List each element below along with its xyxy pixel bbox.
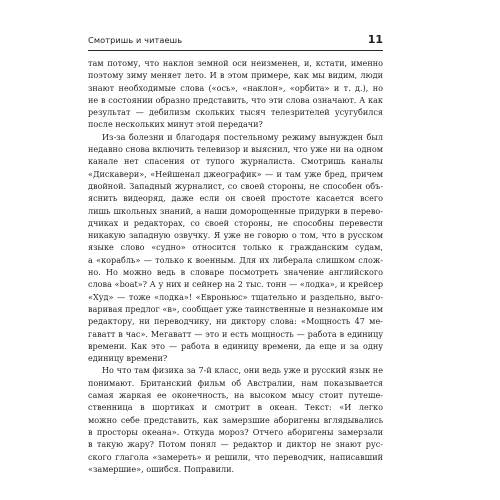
text-line: в такую жару? Потом понял — редактор и диктор не знают рус-: [88, 439, 383, 450]
text-line: дчиках и редакторах, со своей стороны, не способны перевести: [88, 217, 383, 228]
text-line: яснить видеоряд, даже если он своей простоте касается всего: [88, 193, 383, 204]
section-title: Смотришь и читаешь: [88, 35, 183, 45]
paragraph-2: [88, 131, 383, 365]
text-line: Но что там физика за 7-й класс, они ведь уже и русский язык не: [102, 365, 383, 376]
text-line: гаватт в час». Мегаватт — это и есть мощность — работа в единицу: [88, 328, 383, 339]
paragraph-3: [88, 364, 383, 475]
text-line: можно себе представить, как замерзшие аборигены вглядывались: [88, 414, 383, 425]
text-line: варивая предлог «в», сообщает уже таинственные и незнакомые им: [88, 303, 383, 314]
text-line: слова «boat»? А у них и сейнер на 2 тыс. тонн — «лодка», и крейсер: [88, 279, 383, 290]
text-line: «Дискавери», «Нейшенал джеографик» — и там уже бред, причем: [88, 168, 383, 179]
running-head: [88, 34, 383, 50]
text-line: канале нет спасения от тупого журналиста. Смотришь каналы: [88, 156, 383, 167]
text-line: ского глагола «замереть» и решили, что переводчик, написавший: [88, 451, 383, 462]
text-line: времени. Как это — работа в единицу времени, да еще и за одну: [88, 340, 383, 351]
text-line: языке слово «судно» относится только к гражданским судам,: [88, 242, 383, 253]
text-line: самая жаркая ее оконечность, на высоком мысу стоит путеше-: [88, 390, 383, 401]
text-line: недавно снова включить телевизор и выяснил, что уже ни на одном: [88, 144, 383, 155]
text-line: «замершие», ошибся. Поправили.: [88, 463, 235, 474]
header-divider: [88, 50, 383, 51]
text-line: двойной. Западный журналист, со своей стороны, не способен объ-: [88, 180, 383, 191]
text-line: понимают. Британский фильм об Австралии, нам показывается: [88, 377, 383, 388]
text-line: но. Но можно ведь в словаре посмотреть значение английского: [88, 267, 383, 278]
page-number: 11: [367, 33, 383, 46]
text-line: знают необходимые слова («ось», «наклон», «орбита» и т. д.), но: [88, 82, 383, 93]
text-line: поэтому зиму меняет лето. И в этом примере, как мы видим, люди: [88, 70, 383, 81]
paragraph-1: [88, 57, 383, 131]
text-line: никакую западную озвучку. Я уже не говорю о том, что в русском: [88, 230, 383, 241]
text-line: в просторы океана». Откуда мороз? Отчего аборигены замерзали: [88, 426, 383, 437]
body-text: [88, 57, 383, 475]
text-line: редактору, ни переводчику, ни диктору слова: «Мощность 47 ме-: [88, 316, 383, 327]
text-line: там потому, что наклон земной оси неизменен, и, кстати, именно: [88, 58, 383, 68]
text-line: ственница в шортиках и смотрит в океан. Текст: «И легко: [88, 402, 383, 413]
text-line: не в состоянии образно представить, что эти слова означают. А как: [88, 94, 383, 105]
text-line: результат — дебилизм скольких тысяч телезрителей усугубился: [88, 107, 383, 118]
text-line: единицу времени?: [88, 353, 168, 364]
text-line: лишь школьных знаний, а наши доморощенные придурки в перево-: [88, 205, 383, 216]
text-line: после нескольких минут этой передачи?: [88, 119, 263, 130]
text-line: а «корабль» — только к военным. Для их либерала слишком слож-: [88, 254, 383, 265]
text-line: «Худ» — тоже «лодка»! «Евроньюс» тщательно и раздельно, выго-: [88, 291, 383, 302]
text-line: Из-за болезни и благодаря постельному режиму вынужден был: [102, 131, 383, 142]
